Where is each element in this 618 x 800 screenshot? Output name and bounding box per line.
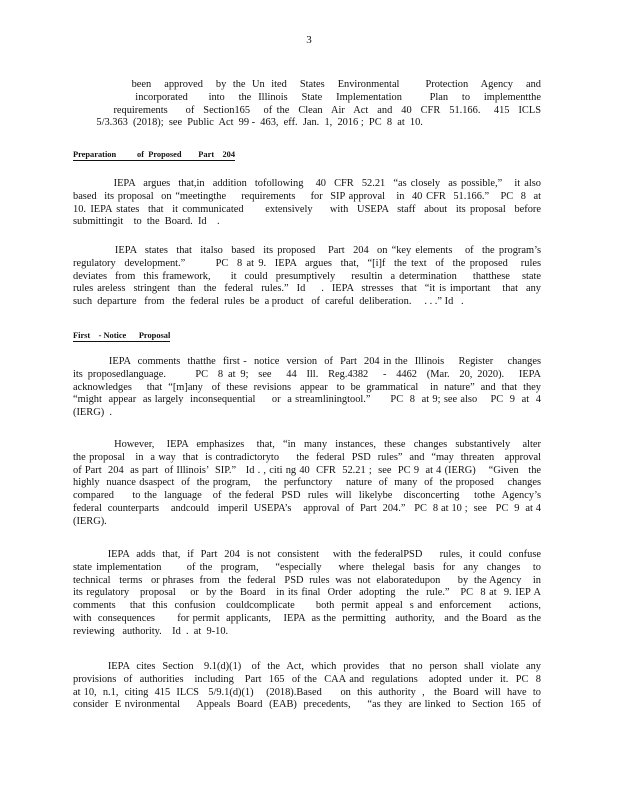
text-line: comments that this confusion couldcomplicate both permit appeal s and enforcement actions, [73,600,541,612]
paragraph [73,549,541,639]
text-line: the proposal in a way that is contradictoryto the federal PSD rules” and “may threaten approval [73,451,541,463]
text-line: “might appear as largely inconsequential or a streamliningtool.” PC 8 at 9; see also PC 9 at 4 [73,394,541,406]
page-number: 3 [306,34,312,46]
text-line: such departure from the federal rules be a product of careful deliberation. . . .” Id . [73,296,464,308]
text-line: 5/3.363 (2018); see Public Act 99 - 463, eff. Jan. 1, 2016 ; PC 8 at 10. [73,117,423,129]
text-line: deviates from this framework, it could presumptively resultin a determination thatthese state [73,270,541,282]
text-line: rules areless stringent than the federal rules.” Id . IEPA stresses that “it is important that any [73,283,541,295]
text-line: of Part 204 as part of Illinois’ SIP.” Id . , citi ng 40 CFR 52.21 ; see PC 9 at 4 (IERG) “Given the [73,464,541,476]
paragraph [73,439,541,529]
paragraph-continuation [73,79,541,130]
text-line: state implementation of the program, “especially where thelegal basis for any changes to [73,561,541,573]
text-line: federal counterparts andcould imperil USEPA’s approval of Part 204.” PC 8 at 10 ; see PC 9 at 4 [73,502,541,514]
text-line: its regulatory proposal or by the Board in its final Order adopting the rule.” PC 8 at 9. IEP A [73,587,541,599]
section-heading-preparation: Preparation of Proposed Part 204 [73,150,236,159]
text-line: with consequences for permit applicants, IEPA as the permitting authority, and the Board as the [73,612,541,624]
text-line: based its proposal on “meetingthe requirements for SIP approval in 40 CFR 51.166.” PC 8 at [73,190,541,202]
text-line: requirements of Section165 of the Clean Air Act and 40 CFR 51.166. 415 ICLS [73,104,541,116]
paragraph [73,245,541,309]
text-line: consider E nvironmental Appeals Board (EAB) precedents, “as they are linked to Section 165 of [73,699,541,711]
text-line: at 10, n.1, citing 415 ILCS 5/9.1(d)(1) (2018).Based on this authority , the Board will have to [73,686,541,698]
text-line: IEPA cites Section 9.1(d)(1) of the Act, which provides that no person shall violate any [73,661,541,672]
text-line: been approved by the Un ited States Environmental Protection Agency and [73,79,541,90]
text-line: (IERG). [73,515,107,527]
text-line: reviewing authority. Id . at 9-10. [73,625,229,637]
section-heading-first-notice: First - Notice Proposal [73,331,171,340]
paragraph [73,356,541,420]
text-line: 10. IEPA states that it communicated extensively with USEPA staff about its proposal before [73,203,541,215]
text-line: provisions of authorities including Part 165 of the CAA and regulations adopted under it. PC 8 [73,673,541,685]
text-line: incorporated into the Illinois State Implementation Plan to implementthe [73,91,541,103]
paragraph [73,178,541,229]
text-line: acknowledges that “[m]any of these revisions appear to be grammatical in nature” and that they [73,381,541,393]
text-line: compared to the language of the federal PSD rules will likelybe disconcerting tothe Agency’s [73,490,541,502]
text-line: IEPA comments thatthe first - notice version of Part 204 in the Illinois Register changes [73,356,541,367]
text-line: IEPA argues that,in addition tofollowing 40 CFR 52.21 “as closely as possible,” it also [73,178,541,189]
text-line: its proposedlanguage. PC 8 at 9; see 44 Ill. Reg.4382 - 4462 (Mar. 20, 2020). IEPA [73,368,541,380]
text-line: technical terms or phrases from the federal PSD rules was not elaboratedupon by the Agency in [73,574,541,586]
text-line: submittingit to the Board. Id . [73,216,220,228]
text-line: However, IEPA emphasizes that, “in many instances, these changes substantively alter [73,439,541,450]
text-line: (IERG) . [73,407,112,419]
text-line: regulatory development.” PC 8 at 9. IEPA argues that, “[i]f the text of the proposed rules [73,257,541,269]
text-line: highly nuance dsaspect of the program, the perfunctory nature of many of the proposed changes [73,477,541,489]
text-line: IEPA states that italso based its proposed Part 204 on “key elements of the program’s [73,245,541,256]
text-line: IEPA adds that, if Part 204 is not consistent with the federalPSD rules, it could confuse [73,549,541,560]
paragraph [73,661,541,712]
